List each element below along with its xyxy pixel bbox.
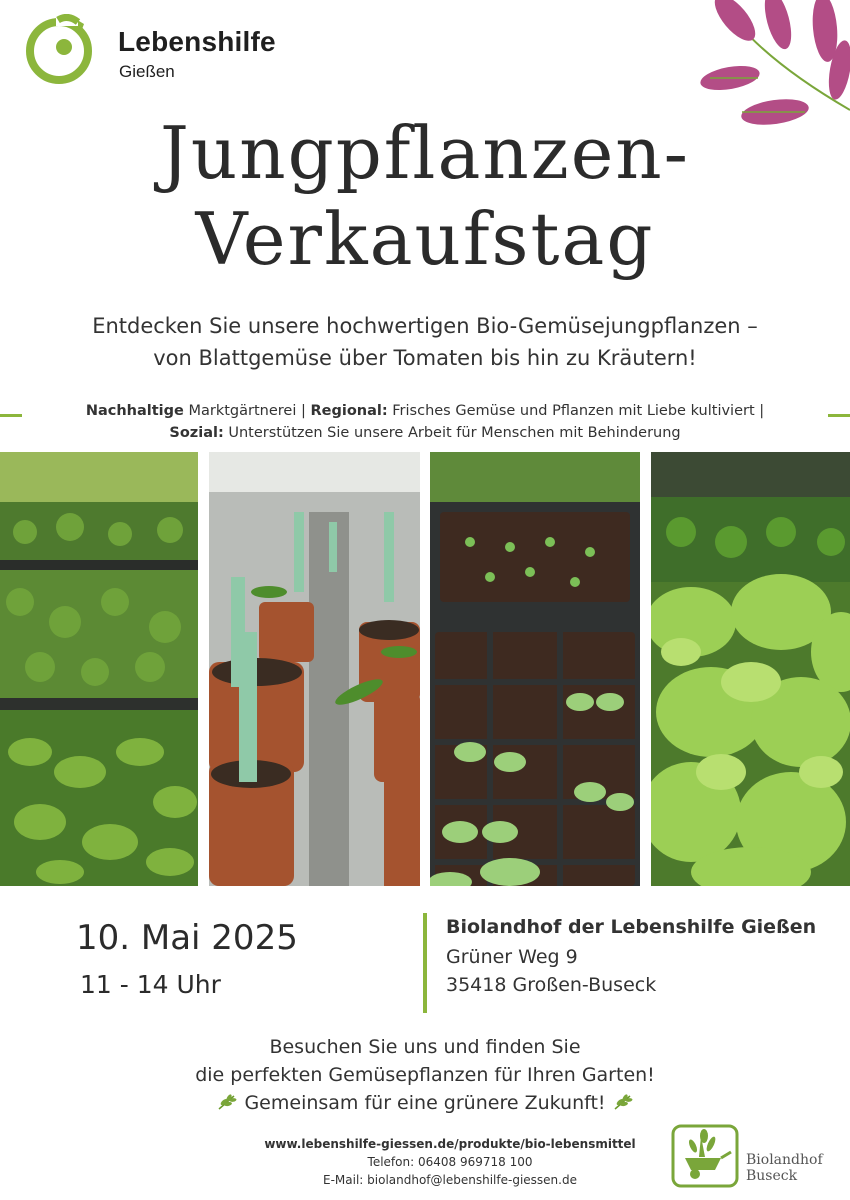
event-time: 11 - 14 Uhr: [80, 970, 221, 999]
value-1-text: Marktgärtnerei: [188, 403, 297, 419]
wheelbarrow-logo-icon: [671, 1124, 739, 1188]
value-1-label: Nachhaltige: [85, 403, 184, 419]
invite-line-3-wrap: [0, 1089, 850, 1117]
brand-city: Gießen: [119, 62, 175, 81]
potted-seedlings-photo: [209, 452, 420, 886]
invite-line-3: Gemeinsam für eine grünere Zukunft!: [244, 1092, 606, 1114]
farm-logo-text: [746, 1152, 823, 1184]
lebenshilfe-logo-icon: [22, 14, 100, 84]
website-link[interactable]: www.lebenshilfe-giessen.de/produkte/bio-lebensmittel: [264, 1137, 636, 1151]
separator: |: [759, 403, 765, 419]
divider-right: [828, 414, 850, 417]
page-title-line-1: Jungpflanzen-: [160, 111, 690, 195]
location-city: 35418 Großen-Buseck: [446, 974, 657, 996]
location-street: Grüner Weg 9: [446, 946, 578, 968]
email-address[interactable]: E-Mail: biolandhof@lebenshilfe-giessen.de: [323, 1173, 577, 1187]
value-2-text: Frisches Gemüse und Pflanzen mit Liebe kultiviert: [392, 403, 755, 419]
location-divider: [423, 913, 427, 1013]
divider-left: [0, 414, 22, 417]
farm-logo-line-2: Buseck: [746, 1168, 798, 1184]
phone-number: Telefon: 06408 969718 100: [367, 1155, 533, 1169]
value-3-text: Unterstützen Sie unsere Arbeit für Menschen mit Behinderung: [228, 425, 681, 441]
brand-name: Lebenshilfe: [118, 26, 276, 57]
herb-sprig-icon: [216, 1093, 238, 1111]
contact-footer: [200, 1135, 700, 1189]
seedling-trays-photo: [0, 452, 198, 886]
herb-sprig-icon: [612, 1093, 634, 1111]
value-3-label: Sozial:: [169, 425, 224, 441]
page-title-line-2: Verkaufstag: [195, 197, 655, 281]
event-date: 10. Mai 2025: [76, 918, 298, 958]
lettuce-photo: [651, 452, 850, 886]
invitation-text: [0, 1033, 850, 1117]
separator: |: [300, 403, 306, 419]
photo-strip: [0, 452, 850, 886]
intro-line-1: Entdecken Sie unsere hochwertigen Bio-Gemüsejungpflanzen –: [92, 314, 758, 338]
farm-logo-line-1: Biolandhof: [746, 1152, 823, 1168]
seed-trays-photo: [430, 452, 640, 886]
invite-line-2: die perfekten Gemüsepflanzen für Ihren Garten!: [195, 1064, 655, 1086]
invite-line-1: Besuchen Sie uns und finden Sie: [269, 1036, 581, 1058]
location-name: Biolandhof der Lebenshilfe Gießen: [446, 916, 817, 938]
intro-text: [0, 310, 850, 374]
value-2-label: Regional:: [310, 403, 388, 419]
values-statement: [30, 400, 820, 444]
intro-line-2: von Blattgemüse über Tomaten bis hin zu Kräutern!: [153, 346, 697, 370]
